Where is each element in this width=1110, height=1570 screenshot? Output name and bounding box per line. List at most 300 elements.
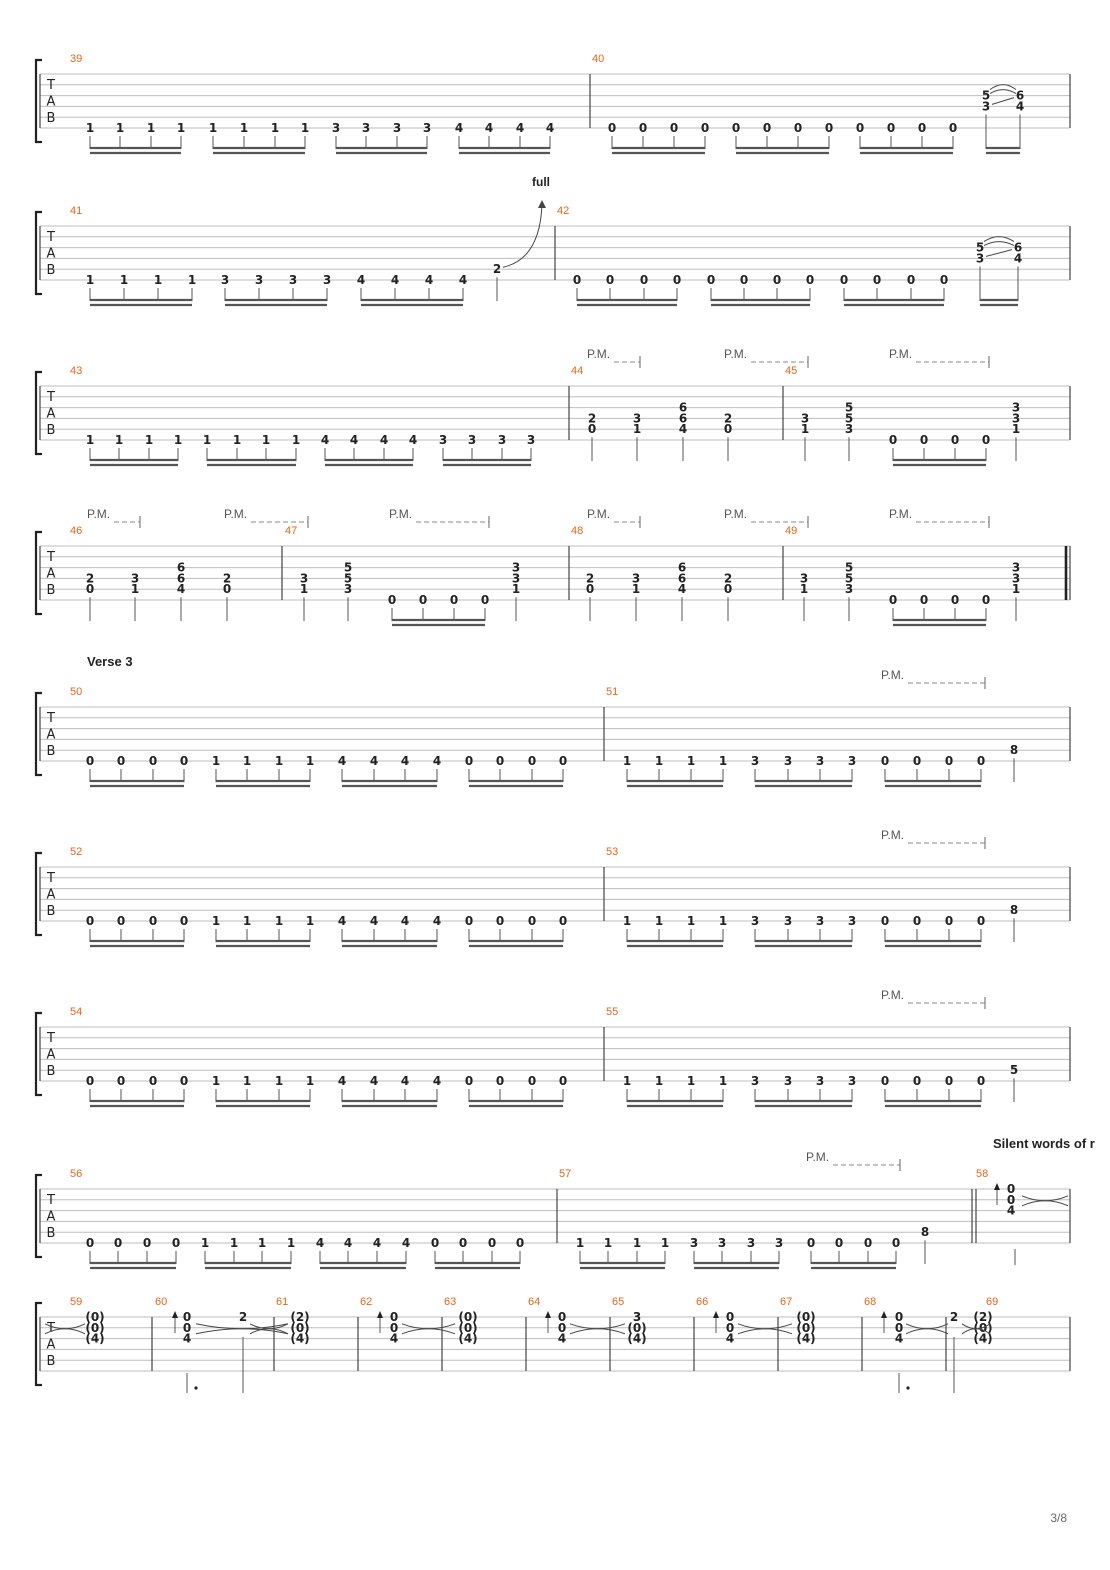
fret-number: 0 (880, 914, 890, 928)
fret-number: 1 (153, 273, 163, 287)
fret-number: 3 (783, 914, 793, 928)
fret-number: 4 (725, 1331, 735, 1346)
measure-number: 68 (864, 1296, 877, 1308)
fret-number: 3 (774, 1236, 784, 1250)
fret-number: 3 (844, 582, 854, 597)
palm-mute-label: P.M. (724, 507, 748, 521)
fret-number: 0 (948, 121, 958, 135)
tab-clef-letter: A (46, 246, 56, 262)
measure-number: 54 (70, 1006, 83, 1018)
fret-number: 0 (839, 273, 849, 287)
measure-number: 63 (444, 1296, 457, 1308)
palm-mute-label: P.M. (389, 507, 413, 521)
fret-number: 3 (783, 1074, 793, 1088)
bend-curve (503, 204, 542, 267)
fret-number: 6 (677, 560, 687, 575)
fret-number: 1 (242, 914, 252, 928)
fret-number: 3 (526, 433, 536, 447)
fret-number: 1 (257, 1236, 267, 1250)
fret-number: 1 (299, 582, 309, 597)
measure-number: 47 (285, 525, 298, 537)
fret-number: 1 (274, 754, 284, 768)
fret-number: 0 (387, 593, 397, 607)
palm-mute-label: P.M. (806, 1150, 830, 1164)
fret-number: 0 (894, 1320, 904, 1335)
fret-number: 0 (182, 1310, 192, 1324)
fret-number: 0 (1006, 1182, 1016, 1196)
fret-number: (0) (627, 1320, 647, 1335)
fret-number: 2 (492, 262, 502, 277)
fret-number: 4 (1006, 1203, 1016, 1218)
fret-number: 4 (389, 1331, 399, 1346)
strum-up-icon (172, 1311, 178, 1318)
fret-number: 0 (148, 1074, 158, 1088)
fret-number: 3 (1011, 571, 1021, 586)
fret-number: 0 (976, 754, 986, 768)
fret-number: 0 (587, 422, 597, 437)
fret-number: 4 (372, 1236, 382, 1250)
fret-number: 0 (527, 914, 537, 928)
fret-number: (0) (796, 1310, 816, 1324)
measure-number: 39 (70, 53, 83, 65)
measure-number: 42 (557, 205, 570, 217)
fret-number: 0 (891, 1236, 901, 1250)
fret-number: 0 (148, 754, 158, 768)
page-number: 3/8 (1050, 1511, 1067, 1525)
fret-number: 3 (467, 433, 477, 447)
fret-number: 3 (815, 914, 825, 928)
fret-number: 3 (288, 273, 298, 287)
tie (402, 1329, 455, 1334)
fret-number: 0 (950, 593, 960, 607)
fret-number: 0 (557, 1310, 567, 1324)
fret-number: 1 (130, 582, 140, 597)
fret-number: 5 (1009, 1063, 1019, 1078)
fret-number: 3 (1011, 560, 1021, 575)
fret-number: 0 (182, 1320, 192, 1335)
slur (984, 242, 1014, 246)
fret-number: 3 (799, 571, 809, 586)
measure-number: 45 (785, 365, 798, 377)
fret-number: 0 (558, 914, 568, 928)
fret-number: 3 (847, 1074, 857, 1088)
fret-number: 2 (949, 1310, 959, 1324)
system-bracket (36, 693, 42, 775)
system-bracket (36, 372, 42, 454)
strum-up-icon (377, 1311, 383, 1318)
fret-number: 1 (211, 1074, 221, 1088)
fret-number: 0 (824, 121, 834, 135)
fret-number: 5 (844, 400, 854, 415)
tab-clef-letter: B (46, 111, 56, 126)
fret-number: 1 (270, 121, 280, 135)
fret-number: 4 (432, 754, 442, 768)
fret-number: 1 (622, 1074, 632, 1088)
fret-number: 4 (400, 1074, 410, 1088)
measure-number: 52 (70, 846, 83, 858)
fret-number: 3 (511, 571, 521, 586)
fret-number: 1 (511, 582, 521, 597)
fret-number: 3 (631, 571, 641, 586)
fret-number: 3 (511, 560, 521, 575)
fret-number: 0 (919, 433, 929, 447)
fret-number: 4 (677, 582, 687, 597)
fret-number: 1 (286, 1236, 296, 1250)
fret-number: 3 (497, 433, 507, 447)
fret-number: (0) (458, 1310, 478, 1324)
fret-number: 0 (495, 914, 505, 928)
fret-number: 1 (575, 1236, 585, 1250)
fret-number: 1 (176, 121, 186, 135)
fret-number: 0 (944, 754, 954, 768)
fret-number: 2 (85, 571, 95, 586)
fret-number: 0 (142, 1236, 152, 1250)
system-bracket (36, 60, 42, 142)
system-bracket (36, 1303, 42, 1385)
fret-number: 0 (1006, 1192, 1016, 1207)
fret-number: (4) (627, 1331, 647, 1346)
fret-number: 1 (631, 582, 641, 597)
fret-number: 0 (739, 273, 749, 287)
fret-number: (2) (290, 1310, 310, 1324)
fret-number: 1 (232, 433, 242, 447)
tab-clef-letter: T (47, 711, 55, 726)
fret-number: 6 (678, 411, 688, 426)
palm-mute-label: P.M. (724, 347, 748, 361)
fret-number: (0) (85, 1310, 105, 1324)
fret-number: 0 (880, 754, 890, 768)
fret-number: 0 (572, 273, 582, 287)
fret-number: 0 (919, 593, 929, 607)
tab-clef-letter: T (47, 390, 55, 405)
tab-clef-letter: T (47, 78, 55, 93)
bend-label: full (532, 175, 550, 189)
fret-number: 1 (654, 914, 664, 928)
fret-number: 3 (717, 1236, 727, 1250)
tab-clef-letter: A (46, 1209, 56, 1225)
measure-number: 56 (70, 1168, 83, 1180)
fret-number: 0 (464, 914, 474, 928)
fret-number: 5 (975, 240, 985, 255)
fret-number: 1 (654, 1074, 664, 1088)
fret-number: 1 (632, 1236, 642, 1250)
fret-number: 1 (144, 433, 154, 447)
fret-number: 1 (274, 914, 284, 928)
measure-number: 55 (606, 1006, 619, 1018)
fret-number: 0 (725, 1310, 735, 1324)
fret-number: 0 (179, 1074, 189, 1088)
fret-number: 3 (632, 1310, 642, 1324)
fret-number: 1 (305, 754, 315, 768)
fret-number: 3 (254, 273, 264, 287)
fret-number: 8 (920, 1225, 930, 1240)
tab-clef-letter: A (46, 566, 56, 582)
fret-number: 1 (291, 433, 301, 447)
fret-number: 0 (527, 754, 537, 768)
slide-line (992, 98, 1014, 105)
measure-number: 44 (571, 365, 584, 377)
tab-clef-letter: B (46, 1226, 56, 1241)
fret-number: 4 (369, 914, 379, 928)
fret-number: 1 (274, 1074, 284, 1088)
fret-number: 3 (783, 754, 793, 768)
fret-number: 0 (558, 754, 568, 768)
fret-number: 0 (894, 1310, 904, 1324)
measure-number: 60 (155, 1296, 168, 1308)
fret-number: 0 (458, 1236, 468, 1250)
fret-number: 4 (454, 121, 464, 135)
measure-number: 62 (360, 1296, 373, 1308)
fret-number: (0) (458, 1320, 478, 1335)
fret-number: (2) (973, 1310, 993, 1324)
fret-number: 0 (495, 1074, 505, 1088)
fret-number: 0 (976, 914, 986, 928)
fret-number: 0 (85, 582, 95, 597)
fret-number: 3 (815, 1074, 825, 1088)
fret-number: 4 (894, 1331, 904, 1346)
fret-number: 1 (85, 433, 95, 447)
fret-number: 1 (686, 914, 696, 928)
palm-mute-label: P.M. (587, 507, 611, 521)
fret-number: 3 (392, 121, 402, 135)
fret-number: 0 (495, 754, 505, 768)
fret-number: 4 (337, 1074, 347, 1088)
fret-number: 1 (173, 433, 183, 447)
fret-number: (4) (85, 1331, 105, 1346)
fret-number: 1 (1011, 422, 1021, 437)
measure-number: 69 (986, 1296, 999, 1308)
fret-number: 3 (981, 99, 991, 114)
fret-number: 0 (638, 121, 648, 135)
measure-number: 48 (571, 525, 584, 537)
fret-number: 1 (119, 273, 129, 287)
fret-number: 0 (116, 1074, 126, 1088)
fret-number: 2 (222, 571, 232, 586)
tab-clef-letter: T (47, 1193, 55, 1208)
fret-number: 1 (686, 1074, 696, 1088)
fret-number: 0 (179, 914, 189, 928)
fret-number: 1 (1011, 582, 1021, 597)
fret-number: 5 (343, 560, 353, 575)
fret-number: 1 (718, 1074, 728, 1088)
tie (906, 1329, 948, 1334)
system-bracket (36, 1013, 42, 1095)
fret-number: 3 (750, 754, 760, 768)
fret-number: 0 (981, 433, 991, 447)
fret-number: 0 (880, 1074, 890, 1088)
fret-number: 4 (458, 273, 468, 287)
fret-number: 4 (315, 1236, 325, 1250)
slur (990, 90, 1016, 94)
fret-number: 1 (202, 433, 212, 447)
fret-number: 0 (725, 1320, 735, 1335)
fret-number: 1 (115, 121, 125, 135)
fret-number: 3 (322, 273, 332, 287)
fret-number: 1 (660, 1236, 670, 1250)
system-bracket (36, 532, 42, 614)
tab-clef-letter: T (47, 1321, 55, 1336)
fret-number: 6 (678, 400, 688, 415)
dot (906, 1386, 909, 1389)
fret-number: 1 (85, 121, 95, 135)
tab-clef-letter: B (46, 744, 56, 759)
fret-number: 3 (750, 914, 760, 928)
fret-number: 0 (912, 754, 922, 768)
fret-number: (4) (796, 1331, 816, 1346)
tab-clef-letter: B (46, 263, 56, 278)
fret-number: 3 (299, 571, 309, 586)
fret-number: 0 (912, 1074, 922, 1088)
tab-clef-letter: A (46, 94, 56, 110)
fret-number: 0 (863, 1236, 873, 1250)
tab-clef-letter: B (46, 904, 56, 919)
fret-number: 4 (408, 433, 418, 447)
dot (194, 1386, 197, 1389)
fret-number: 4 (1013, 251, 1023, 266)
fret-number: 0 (222, 582, 232, 597)
fret-number: 0 (886, 121, 896, 135)
fret-number: 3 (750, 1074, 760, 1088)
fret-number: 6 (1015, 88, 1025, 103)
fret-number: 0 (888, 433, 898, 447)
fret-number: 0 (834, 1236, 844, 1250)
fret-number: 0 (939, 273, 949, 287)
tie (1022, 1201, 1068, 1206)
fret-number: 0 (171, 1236, 181, 1250)
fret-number: 0 (418, 593, 428, 607)
fret-number: 5 (844, 571, 854, 586)
fret-number: (0) (796, 1320, 816, 1335)
fret-number: 3 (689, 1236, 699, 1250)
fret-number: 4 (432, 914, 442, 928)
slide-line (986, 250, 1012, 257)
measure-number: 57 (559, 1168, 572, 1180)
fret-number: 6 (1013, 240, 1023, 255)
tie (738, 1329, 792, 1334)
tab-clef-letter: B (46, 1064, 56, 1079)
tie (570, 1329, 625, 1334)
fret-number: 0 (85, 1236, 95, 1250)
palm-mute-label: P.M. (587, 347, 611, 361)
fret-number: 1 (603, 1236, 613, 1250)
measure-number: 61 (276, 1296, 289, 1308)
measure-number: 66 (696, 1296, 709, 1308)
fret-number: 4 (182, 1331, 192, 1346)
fret-number: 2 (723, 571, 733, 586)
fret-number: (4) (458, 1331, 478, 1346)
fret-number: 4 (545, 121, 555, 135)
fret-number: 0 (906, 273, 916, 287)
palm-mute-label: P.M. (881, 988, 905, 1002)
fret-number: 4 (401, 1236, 411, 1250)
fret-number: 1 (146, 121, 156, 135)
fret-number: 2 (587, 411, 597, 426)
fret-number: 3 (847, 754, 857, 768)
fret-number: 0 (723, 422, 733, 437)
fret-number: 4 (379, 433, 389, 447)
fret-number: 3 (438, 433, 448, 447)
fret-number: 8 (1009, 903, 1019, 918)
fret-number: 4 (337, 914, 347, 928)
fret-number: 4 (400, 914, 410, 928)
fret-number: 4 (349, 433, 359, 447)
fret-number: 0 (700, 121, 710, 135)
fret-number: 4 (400, 754, 410, 768)
fret-number: 3 (847, 914, 857, 928)
fret-number: 1 (242, 754, 252, 768)
fret-number: 0 (762, 121, 772, 135)
fret-number: 1 (686, 754, 696, 768)
fret-number: 0 (527, 1074, 537, 1088)
fret-number: 0 (944, 1074, 954, 1088)
fret-number: 0 (669, 121, 679, 135)
fret-number: 0 (917, 121, 927, 135)
measure-number: 46 (70, 525, 83, 537)
fret-number: 4 (343, 1236, 353, 1250)
fret-number: 1 (200, 1236, 210, 1250)
fret-number: 0 (976, 1074, 986, 1088)
fret-number: 3 (632, 411, 642, 426)
fret-number: 0 (558, 1074, 568, 1088)
fret-number: 0 (430, 1236, 440, 1250)
fret-number: 0 (706, 273, 716, 287)
fret-number: 0 (585, 582, 595, 597)
section-label: Silent words of r (993, 1136, 1095, 1151)
strum-up-icon (994, 1183, 1000, 1190)
palm-mute-label: P.M. (881, 828, 905, 842)
fret-number: 8 (1009, 743, 1019, 758)
fret-number: 4 (484, 121, 494, 135)
fret-number: 2 (238, 1310, 248, 1324)
bend-arrow-icon (538, 200, 546, 208)
tab-clef-letter: T (47, 230, 55, 245)
fret-number: 1 (261, 433, 271, 447)
fret-number: 4 (557, 1331, 567, 1346)
strum-up-icon (545, 1311, 551, 1318)
fret-number: 1 (239, 121, 249, 135)
fret-number: 1 (229, 1236, 239, 1250)
fret-number: 0 (888, 593, 898, 607)
fret-number: 0 (950, 433, 960, 447)
fret-number: 1 (187, 273, 197, 287)
fret-number: 1 (300, 121, 310, 135)
fret-number: 4 (424, 273, 434, 287)
fret-number: 4 (678, 422, 688, 437)
fret-number: 1 (622, 754, 632, 768)
measure-number: 67 (780, 1296, 793, 1308)
fret-number: 0 (487, 1236, 497, 1250)
fret-number: 5 (844, 411, 854, 426)
fret-number: 0 (85, 914, 95, 928)
fret-number: 0 (605, 273, 615, 287)
tab-clef-letter: A (46, 1337, 56, 1353)
fret-number: 0 (672, 273, 682, 287)
fret-number: 0 (981, 593, 991, 607)
fret-number: 3 (815, 754, 825, 768)
fret-number: 0 (389, 1310, 399, 1324)
fret-number: 3 (422, 121, 432, 135)
fret-number: 3 (844, 422, 854, 437)
fret-number: 5 (981, 88, 991, 103)
fret-number: 4 (320, 433, 330, 447)
fret-number: 0 (85, 754, 95, 768)
tab-clef-letter: A (46, 727, 56, 743)
fret-number: 1 (85, 273, 95, 287)
fret-number: 0 (912, 914, 922, 928)
fret-number: 1 (654, 754, 664, 768)
fret-number: 1 (800, 422, 810, 437)
fret-number: (4) (973, 1331, 993, 1346)
